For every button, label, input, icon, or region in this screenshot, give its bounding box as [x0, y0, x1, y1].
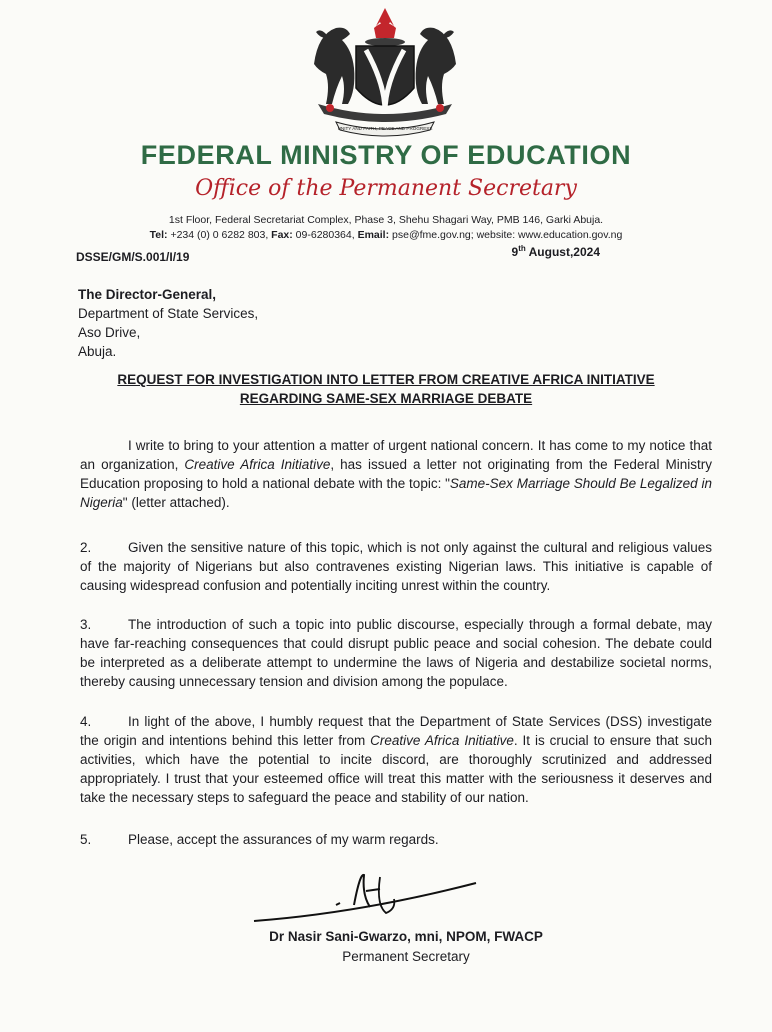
tel-value: +234 (0) 0 6282 803,	[167, 229, 272, 241]
fax-label: Fax:	[271, 229, 293, 241]
addressee-city: Abuja.	[78, 344, 117, 359]
tel-label: Tel:	[149, 229, 168, 241]
addressee-department: Department of State Services,	[78, 306, 259, 321]
office-contacts	[0, 229, 772, 241]
paragraph-number: 2.	[80, 540, 92, 555]
addressee-street: Aso Drive,	[78, 325, 141, 340]
handwritten-signature-icon	[240, 865, 490, 935]
reference-number: DSSE/GM/S.001/I/19	[76, 250, 190, 264]
subject-heading: REQUEST FOR INVESTIGATION INTO LETTER FROM CREATIVE AFRICA INITIATIVE REGARDING SAME-SEX MARRIAGE DEBATE	[117, 372, 655, 406]
svg-text:UNITY AND FAITH, PEACE AND PRO: UNITY AND FAITH, PEACE AND PROGRESS	[337, 126, 433, 131]
paragraph-3: 3. The introduction of such a topic into public discourse, especially through a formal debate, may have far-reaching consequences that could disrupt public peace and social cohesion. The debate could be interpreted as a deliberate attempt to undermine the laws of Nigeria and destabilize societal norms, thereby causing unnecessary tension and division among the populace.	[80, 617, 712, 689]
office-title: Office of the Permanent Secretary	[195, 176, 577, 201]
letter-date: 9th August,2024	[511, 244, 600, 259]
addressee-block	[78, 285, 258, 361]
paragraph-4: 4. In light of the above, I humbly request that the Department of State Services (DSS) investigate the origin and intentions behind this letter from Creative Africa Initiative. It is crucial to ensure that such activities, which have the potential to incite discord, are thoroughly scrutinized and addressed appropriately. I trust that your esteemed office will treat this matter with the seriousness it deserves and take the necessary steps to safeguard the peace and stability of our nation.	[80, 714, 713, 805]
signer-title: Permanent Secretary	[342, 949, 470, 964]
paragraph-number: 5.	[80, 832, 92, 847]
paragraph-2: 2. Given the sensitive nature of this topic, which is not only against the cultural and religious values of the majority of Nigerians but also contravenes existing Nigerian laws. This initiative is capable of causing widespread confusion and potentially inciting unrest within the country.	[80, 540, 712, 593]
paragraph-number: 3.	[80, 617, 92, 632]
paragraph-1: I write to bring to your attention a matter of urgent national concern. It has come to my notice that an organization, Creative Africa Initiative, has issued a letter not originating from the Federal Ministry Education proposing to hold a national debate with the topic: "Same-Sex Marriage Should Be Legalized in Nigeria" (letter attached).	[80, 438, 712, 510]
signer-name: Dr Nasir Sani-Gwarzo, mni, NPOM, FWACP	[269, 929, 543, 944]
addressee-title: The Director-General,	[78, 287, 217, 302]
ministry-name: FEDERAL MINISTRY OF EDUCATION	[140, 140, 632, 170]
coat-of-arms-icon	[296, 4, 474, 138]
paragraph-5: 5. Please, accept the assurances of my warm regards.	[80, 832, 439, 847]
office-address: 1st Floor, Federal Secretariat Complex, Phase 3, Shehu Shagari Way, PMB 146, Garki Abuja.	[168, 214, 604, 226]
email-website: pse@fme.gov.ng; website: www.education.gov.ng	[389, 229, 623, 241]
email-label: Email:	[357, 229, 390, 241]
fax-value: 09-6280364,	[292, 229, 358, 241]
paragraph-number: 4.	[80, 714, 92, 729]
